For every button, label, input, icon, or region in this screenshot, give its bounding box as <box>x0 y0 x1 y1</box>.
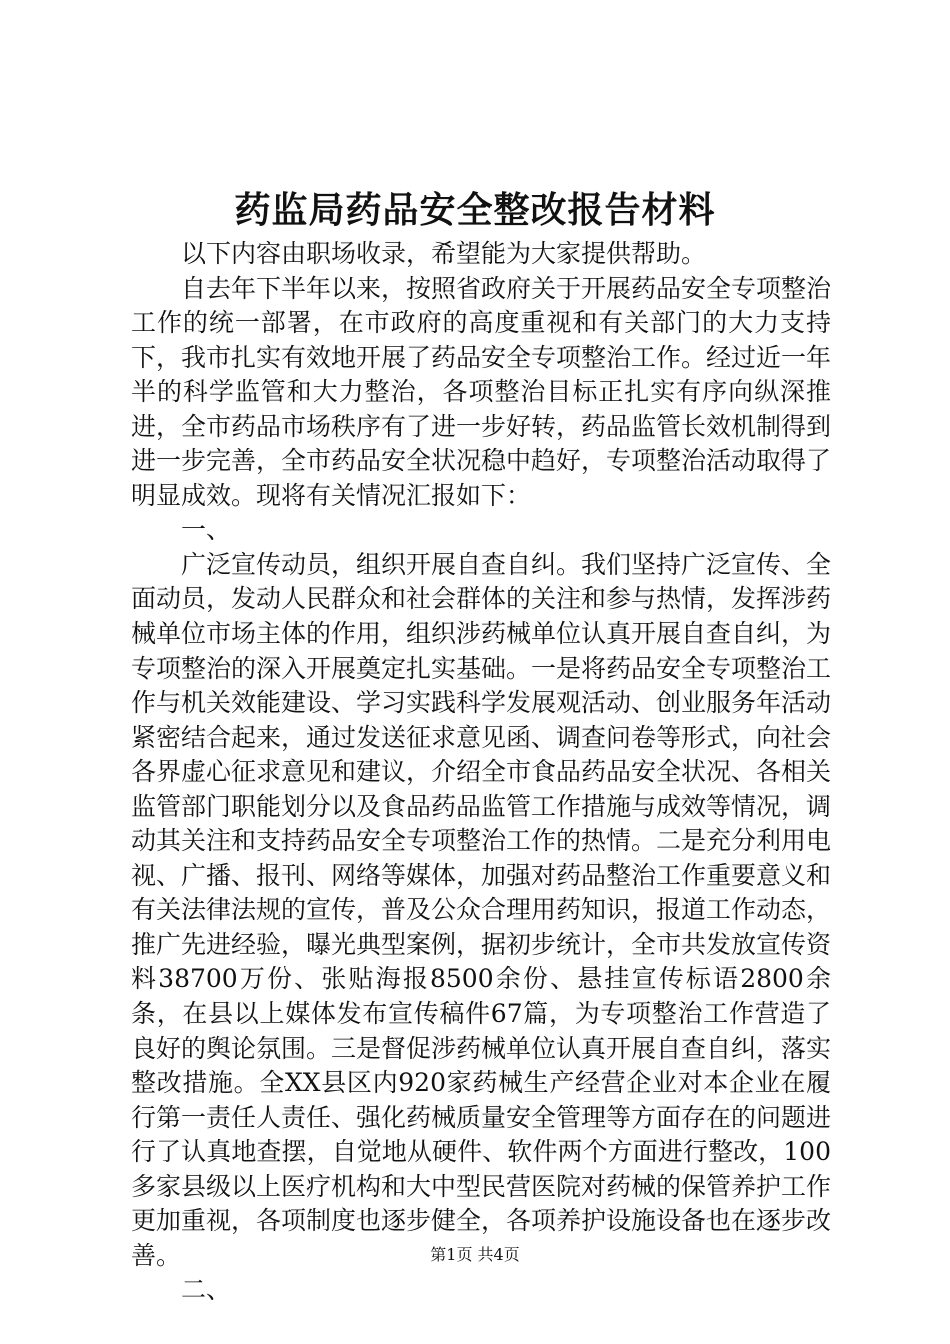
summary-paragraph: 自去年下半年以来，按照省政府关于开展药品安全专项整治工作的统一部署，在市政府的高度重视和有关部门的大力支持下，我市扎实有效地开展了药品安全专项整治工作。经过近一年半的科学监管和大力整治，各项整治目标正扎实有序向纵深推进，全市药品市场秩序有了进一步好转，药品监管长效机制得到进一步完善，全市药品安全状况稳中趋好，专项整治活动取得了明显成效。现将有关情况汇报如下： <box>131 273 832 510</box>
document-title: 药监局药品安全整改报告材料 <box>234 189 716 231</box>
section-one-paragraph: 广泛宣传动员，组织开展自查自纠。我们坚持广泛宣传、全面动员，发动人民群众和社会群体的关注和参与热情，发挥涉药械单位市场主体的作用，组织涉药械单位认真开展自查自纠，为专项整治的深入开展奠定扎实基础。一是将药品安全专项整治工作与机关效能建设、学习实践科学发展观活动、创业服务年活动紧密结合起来，通过发送征求意见函、调查问卷等形式，向社会各界虚心征求意见和建议，介绍全市食品药品安全状况、各相关监管部门职能划分以及食品药品监管工作措施与成效等情况，调动其关注和支持药品安全专项整治工作的热情。二是充分利用电视、广播、报刊、网络等媒体，加强对药品整治工作重要意义和有关法律法规的宣传，普及公众合理用药知识，报道工作动态，推广先进经验，曝光典型案例，据初步统计，全市共发放宣传资料38700万份、张贴海报8500余份、悬挂宣传标语2800余条，在县以上媒体发布宣传稿件67篇，为专项整治工作营造了良好的舆论氛围。三是督促涉药械单位认真开展自查自纠，落实整改措施。全XX县区内920家药械生产经营企业对本企业在履行第一责任人责任、强化药械质量安全管理等方面存在的问题进行了认真地查摆，自觉地从硬件、软件两个方面进行整改，100多家县级以上医疗机构和大中型民营医院对药械的保管养护工作更加重视，各项制度也逐步健全，各项养护设施设备也在逐步改善。 <box>131 549 832 1270</box>
document-body <box>131 237 831 1308</box>
section-heading-one: 一、 <box>181 515 232 545</box>
intro-paragraph: 以下内容由职场收录，希望能为大家提供帮助。 <box>181 239 707 268</box>
section-heading-two: 二、 <box>181 1275 232 1305</box>
page-footer: 第1页 共4页 <box>430 1245 520 1264</box>
